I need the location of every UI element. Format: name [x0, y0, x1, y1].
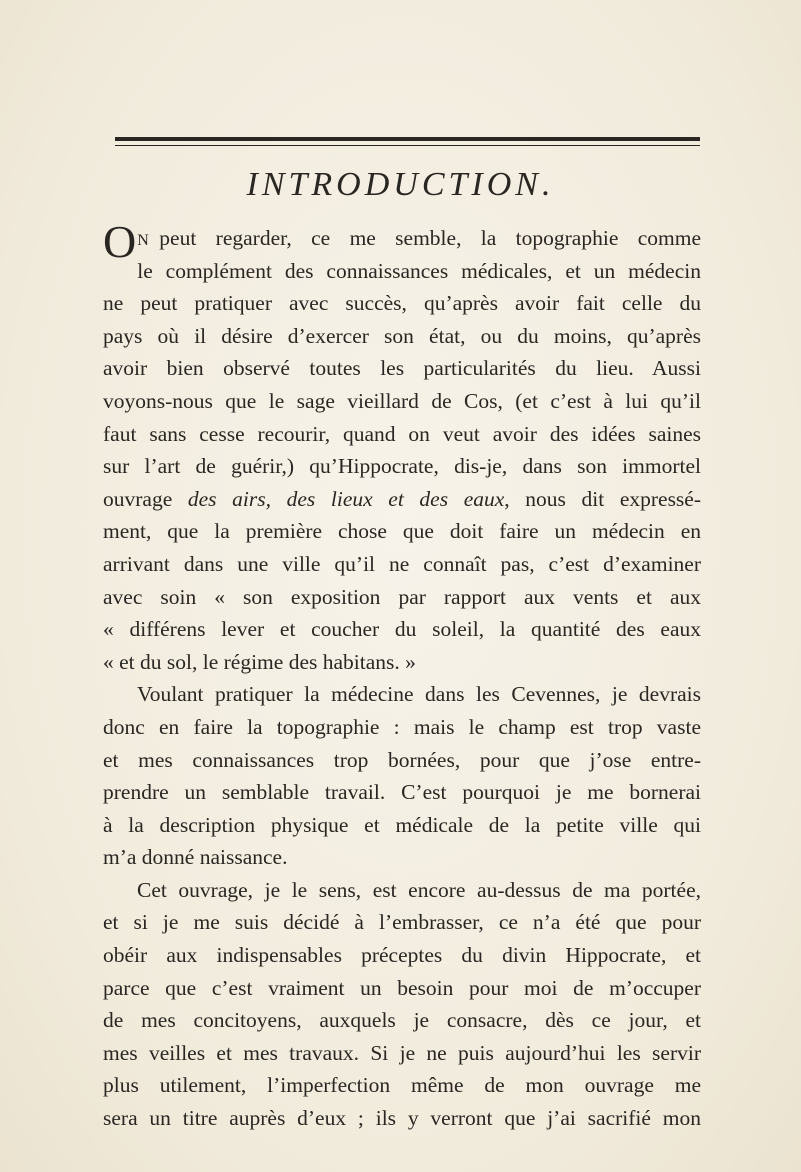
text-line-21: Cet ouvrage, je le sens, est encore au-dessus de ma portée, — [137, 877, 701, 902]
text-line-15: Voulant pratiquer la médecine dans les Cevennes, je devrais — [137, 682, 701, 707]
text-line-13: « différens lever et coucher du soleil, la quantité des eaux — [103, 617, 701, 642]
text-line-25: de mes concitoyens, auxquels je consacre, dès ce jour, et — [103, 1008, 701, 1033]
drop-cap: O — [103, 216, 137, 267]
text-line-12: avec soin « son exposition par rapport aux vents et aux — [103, 584, 701, 609]
text-line-6: voyons-nous que le sage vieillard de Cos, (et c’est à lui qu’il — [103, 388, 701, 413]
chapter-heading: INTRODUCTION. — [246, 166, 555, 203]
drop-cap-rest: N — [137, 232, 150, 249]
line-text: peut regarder, ce me semble, la topographie comme — [159, 226, 701, 250]
text-line-3: ne peut pratiquer avec succès, qu’après avoir fait celle du — [103, 291, 701, 316]
text-line-18: prendre un semblable travail. C’est pourquoi je me bornerai — [103, 780, 701, 805]
text-line-1 — [103, 216, 701, 267]
text-line-27: plus utilement, l’imperfection même de mon ouvrage me — [103, 1073, 701, 1098]
text-line-20: m’a donné naissance. — [103, 845, 288, 870]
text-line-19: à la description physique et médicale de la petite ville qui — [103, 812, 701, 837]
header-rule-thick — [115, 137, 700, 141]
line-text-after: , nous dit expressé- — [504, 486, 702, 511]
header-rule-thin — [115, 145, 700, 146]
text-line-17: et mes connaissances trop bornées, pour que j’ose entre- — [103, 747, 701, 772]
text-line-2: le complément des connaissances médicales, et un médecin — [137, 258, 701, 283]
book-title-italic: des airs, des lieux et des eaux — [187, 486, 505, 511]
text-line-5: avoir bien observé toutes les particularités du lieu. Aussi — [103, 356, 701, 381]
line-text-before: ouvrage — [103, 486, 173, 511]
text-line-22: et si je me suis décidé à l’embrasser, ce n’a été que pour — [103, 910, 701, 935]
text-line-26: mes veilles et mes travaux. Si je ne puis aujourd’hui les servir — [103, 1040, 701, 1065]
text-line-7: faut sans cesse recourir, quand on veut avoir des idées saines — [103, 421, 701, 446]
text-line-14: « et du sol, le régime des habitans. » — [103, 649, 416, 674]
text-line-28: sera un titre auprès d’eux ; ils y verront que j’ai sacrifié mon — [103, 1106, 701, 1131]
text-line-11: arrivant dans une ville qu’il ne connaît pas, c’est d’examiner — [103, 551, 701, 576]
text-line-23: obéir aux indispensables préceptes du divin Hippocrate, et — [103, 943, 701, 968]
text-line-24: parce que c’est vraiment un besoin pour moi de m’occuper — [103, 975, 701, 1000]
text-line-4: pays où il désire d’exercer son état, ou du moins, qu’après — [103, 323, 701, 348]
body-text — [103, 216, 702, 1135]
text-line-16: donc en faire la topographie : mais le champ est trop vaste — [103, 714, 701, 739]
text-line-8: sur l’art de guérir,) qu’Hippocrate, dis-je, dans son immortel — [103, 454, 701, 479]
text-line-9 — [103, 483, 701, 516]
text-line-10: ment, que la première chose que doit faire un médecin en — [103, 519, 701, 544]
